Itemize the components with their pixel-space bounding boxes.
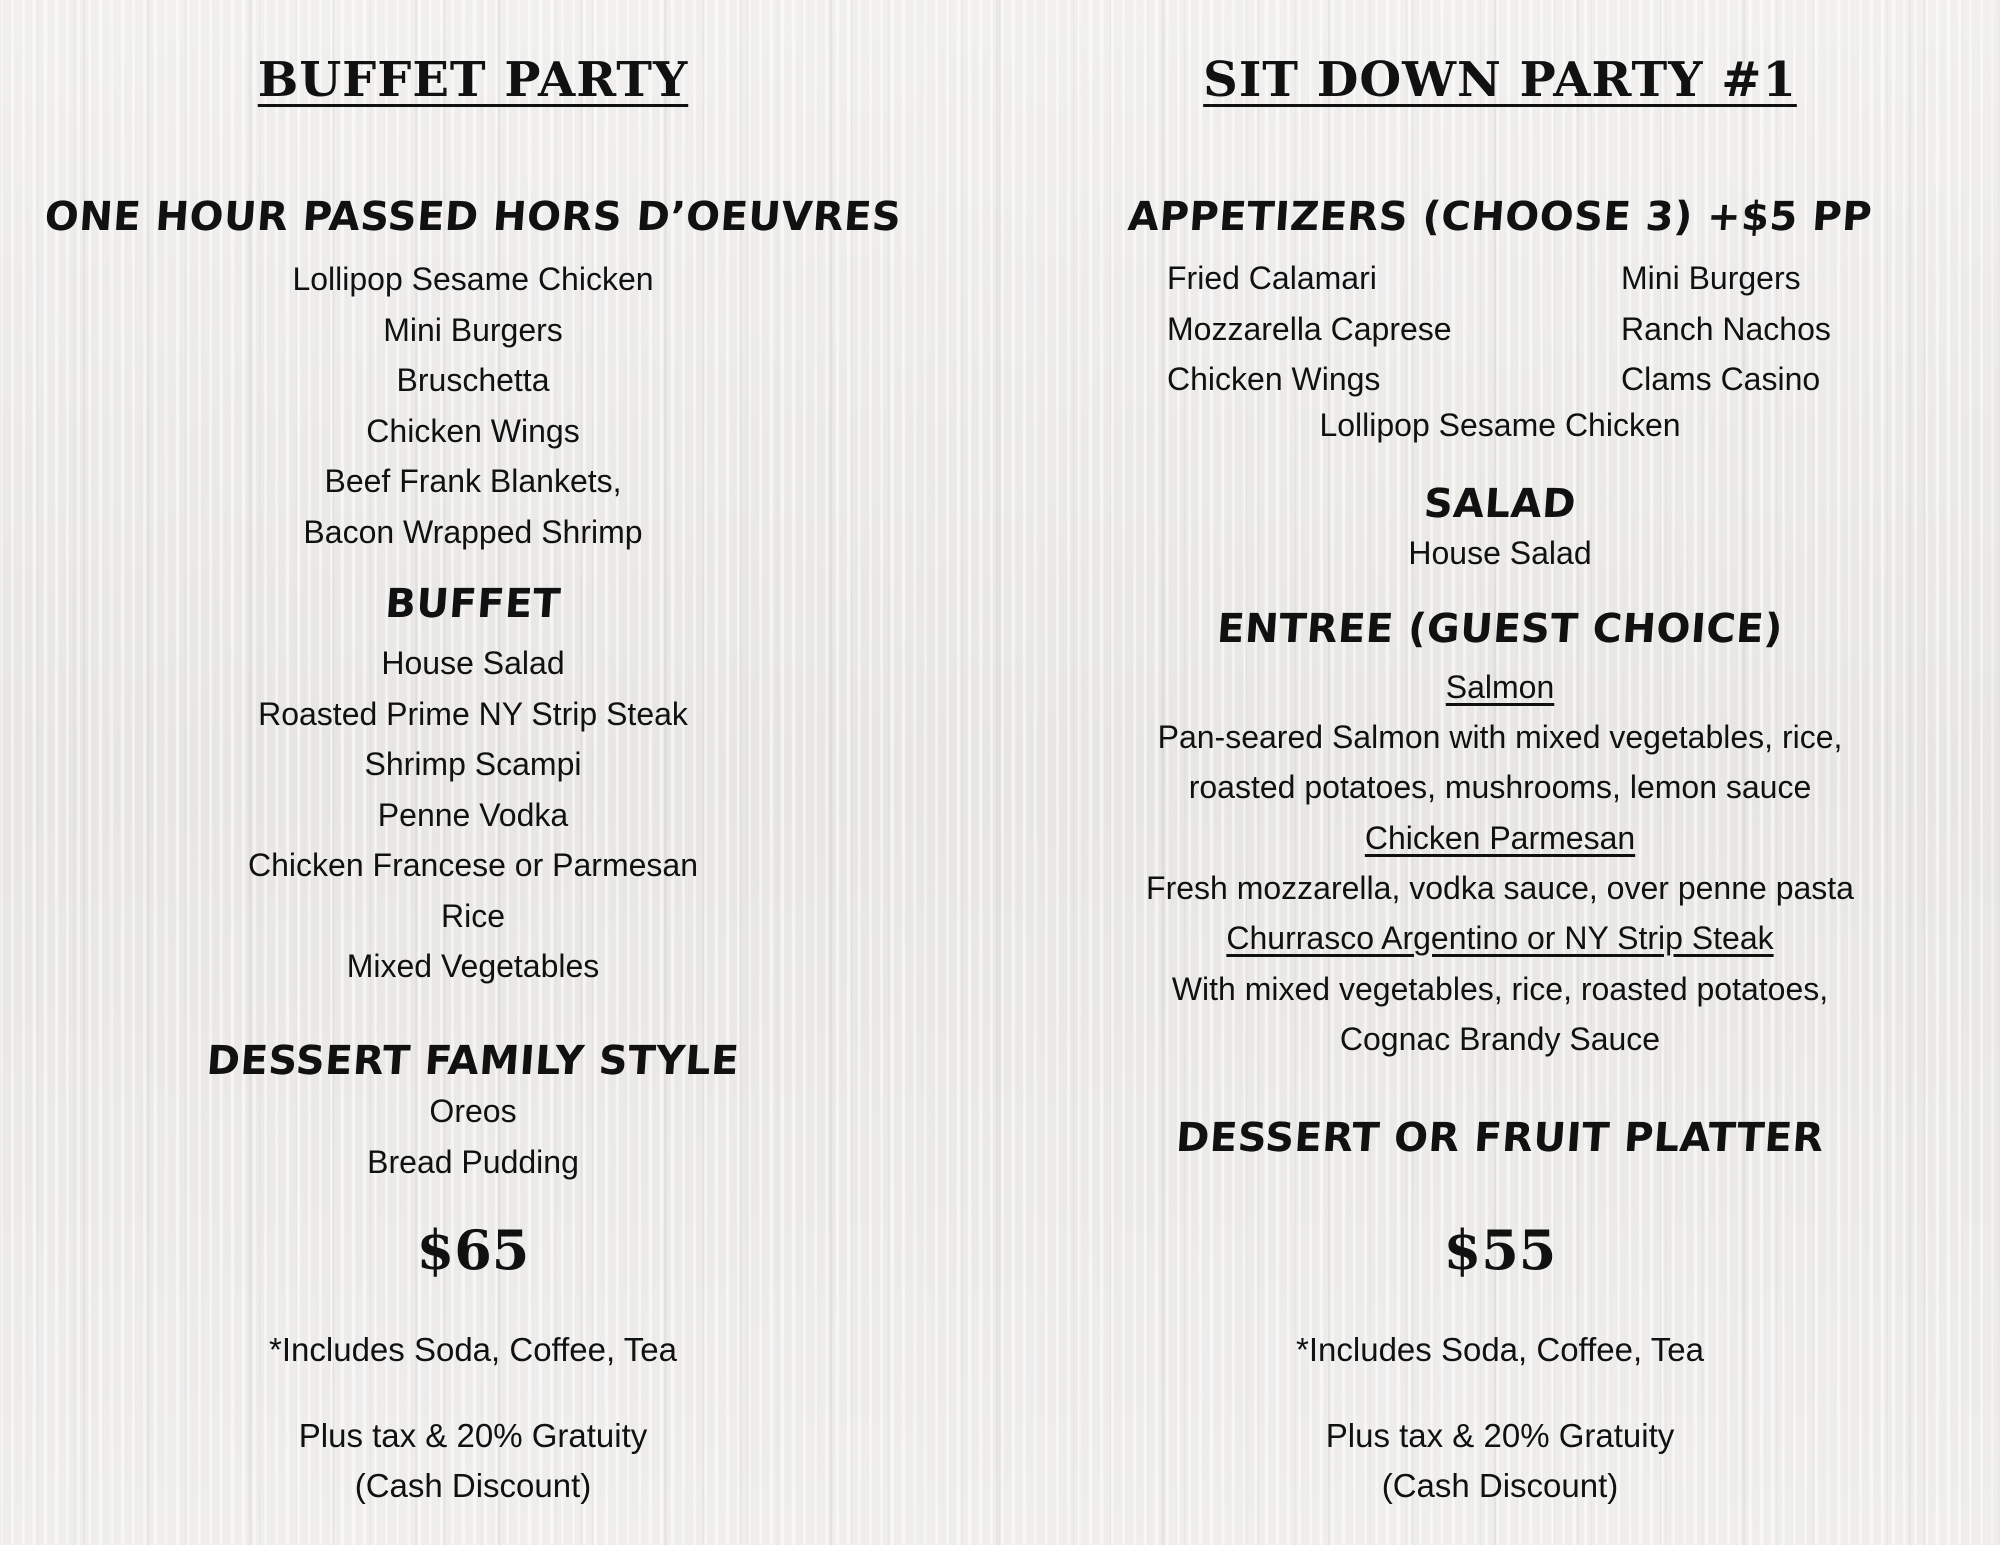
list-item: Chicken Wings	[1167, 361, 1381, 397]
list-item: Rice	[440, 897, 505, 934]
list-item: Bacon Wrapped Shrimp	[303, 513, 643, 550]
steak-name: Churrasco Argentino or NY Strip Steak	[1226, 920, 1774, 956]
list-item: Oreos	[429, 1093, 517, 1129]
list-item: Bruschetta	[396, 362, 550, 398]
list-item: Penne Vodka	[377, 796, 569, 833]
list-item: Chicken Francese or Parmesan	[248, 847, 698, 883]
salad-heading: SALAD	[1422, 481, 1578, 527]
list-item: Lollipop Sesame Chicken	[292, 261, 654, 297]
cash-discount-note: (Cash Discount)	[354, 1467, 592, 1504]
hors-doeuvres-list	[0, 254, 946, 557]
buffet-party-title: BUFFET PARTY	[257, 52, 689, 108]
list-item: Mixed Vegetables	[346, 948, 600, 984]
tax-note: Plus tax & 20% Gratuity	[1325, 1417, 1675, 1454]
list-item: Beef Frank Blankets,	[324, 463, 622, 499]
list-item: Mozzarella Caprese	[1167, 310, 1452, 347]
includes-note: *Includes Soda, Coffee, Tea	[269, 1331, 677, 1368]
steak-description: With mixed vegetables, rice, roasted potatoes,	[1171, 971, 1829, 1007]
list-item: Ranch Nachos	[1621, 310, 1831, 347]
list-item: Mini Burgers	[383, 311, 563, 348]
list-item: Mini Burgers	[1621, 260, 1801, 296]
appetizers-heading: APPETIZERS (CHOOSE 3) +$5 PP	[1126, 194, 1874, 240]
salmon-description: Pan-seared Salmon with mixed vegetables, rice,	[1157, 719, 1843, 755]
list-item: Chicken Wings	[366, 412, 580, 449]
dessert-or-fruit-platter-heading: DESSERT OR FRUIT PLATTER	[1174, 1115, 1826, 1161]
buffet-list	[0, 638, 946, 992]
list-item: House Salad	[381, 645, 565, 681]
cash-discount-note: (Cash Discount)	[1381, 1467, 1619, 1504]
sit-down-party-title: SIT DOWN PARTY #1	[1203, 52, 1797, 108]
dessert-list	[0, 1086, 946, 1187]
chicken-parmesan-name: Chicken Parmesan	[1364, 820, 1636, 856]
appetizers-left-list	[1167, 253, 1567, 405]
salmon-name: Salmon	[1445, 669, 1555, 705]
list-item: Bread Pudding	[367, 1143, 579, 1180]
tax-note: Plus tax & 20% Gratuity	[298, 1417, 648, 1454]
appetizers-right-list	[1621, 253, 1861, 405]
list-item: Fried Calamari	[1167, 260, 1377, 296]
salad-item: House Salad	[1408, 535, 1592, 571]
buffet-party-menu	[0, 0, 946, 1545]
appetizer-center-item: Lollipop Sesame Chicken	[1319, 407, 1681, 443]
buffet-heading: BUFFET	[383, 581, 563, 627]
steak-description: Cognac Brandy Sauce	[1339, 1021, 1661, 1057]
entree-heading: ENTREE (GUEST CHOICE)	[1215, 606, 1785, 652]
list-item: Roasted Prime NY Strip Steak	[258, 695, 688, 732]
chicken-parmesan-description: Fresh mozzarella, vodka sauce, over penne pasta	[1146, 870, 1854, 906]
list-item: Shrimp Scampi	[364, 746, 582, 782]
list-item: Clams Casino	[1621, 361, 1821, 397]
includes-note: *Includes Soda, Coffee, Tea	[1296, 1331, 1704, 1368]
buffet-price: $65	[416, 1218, 530, 1282]
dessert-family-style-heading: DESSERT FAMILY STYLE	[205, 1038, 741, 1084]
sit-down-price: $55	[1443, 1218, 1557, 1282]
hors-doeuvres-heading: ONE HOUR PASSED HORS D’OEUVRES	[43, 194, 903, 240]
salmon-description: roasted potatoes, mushrooms, lemon sauce	[1188, 769, 1812, 805]
sit-down-party-menu	[1000, 0, 2000, 1545]
